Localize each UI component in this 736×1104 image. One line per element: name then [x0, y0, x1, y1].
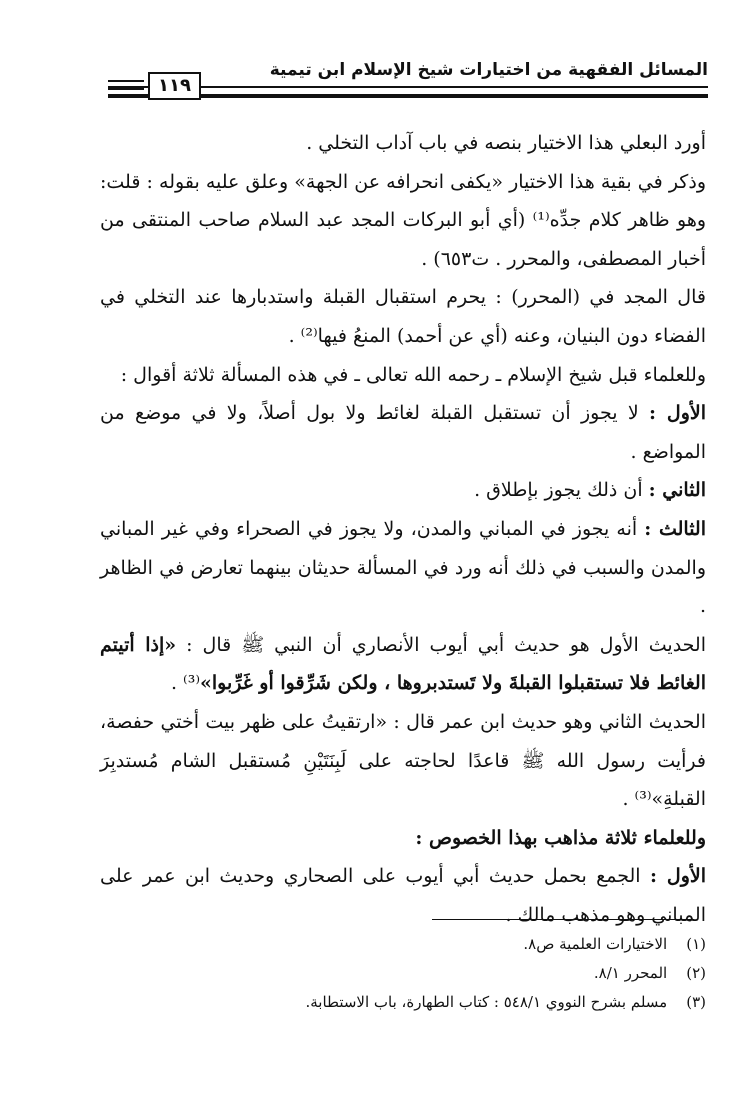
paragraph: قال المجد في (المحرر) : يحرم استقبال القبلة واستدبارها عند التخلي في الفضاء دون البنيان، وعنه (أي عن أحمد) المنعُ فيها⁽²⁾ . — [100, 286, 706, 347]
paragraph: وللعلماء ثلاثة مذاهب بهذا الخصوص : — [415, 826, 706, 849]
footnote-separator — [432, 919, 694, 920]
paragraph — [100, 510, 706, 626]
item-label: الثالث : — [644, 517, 707, 540]
page-number: ١١٩ — [148, 72, 201, 100]
paragraph — [100, 471, 706, 510]
running-title: المسائل الفقهية من اختيارات شيخ الإسلام ابن تيمية — [269, 60, 708, 80]
paragraph: وذكر في بقية هذا الاختيار «يكفى انحرافه عن الجهة» وعلق عليه بقوله : قلت: وهو ظاهر كلام جدِّه⁽¹⁾ (أي أبو البركات المجد عبد السلام صاحب المنتقى من أخبار المصطفى، والمحرر . ت٦٥٣) . — [100, 170, 707, 270]
footnote-ref: ⁽³⁾ . — [170, 672, 201, 695]
footnote — [200, 930, 706, 959]
item-text: لا يجوز أن تستقبل القبلة لغائط ولا بول أصلاً، ولا في موضع من المواضع . — [100, 402, 706, 463]
paragraph — [100, 394, 706, 471]
paragraph — [100, 626, 706, 703]
footnote-text: مسلم بشرح النووي ٥٤٨/١ : كتاب الطهارة، باب الاستطابة. — [305, 993, 668, 1011]
item-text: أن ذلك يجوز بإطلاق . — [474, 479, 643, 502]
footnote — [200, 959, 706, 988]
footnote-number: (٢) — [686, 964, 706, 982]
hadith-intro: الحديث الأول هو حديث أبي أيوب الأنصاري أن النبي ﷺ قال : — [176, 633, 707, 656]
footnote — [200, 988, 706, 1017]
item-text: الجمع بحمل حديث أبي أيوب على الصحاري وحديث ابن عمر على المباني وهو مذهب مالك . — [100, 865, 706, 926]
header-rule — [108, 80, 144, 82]
main-text — [100, 124, 706, 934]
footnote-text: الاختيارات العلمية ص٨. — [523, 935, 668, 953]
item-label: الأول : — [649, 402, 706, 425]
item-text: أنه يجوز في المباني والمدن، ولا يجوز في الصحراء وفي غير المباني والمدن والسبب في ذلك أنه ورد في المسألة حديثان بينهما تعارض في الظاهر . — [100, 517, 706, 618]
footnote-number: (٣) — [686, 993, 706, 1011]
paragraph: أورد البعلي هذا الاختيار بنصه في باب آداب التخلي . — [306, 132, 706, 154]
paragraph — [100, 857, 706, 934]
item-label: الأول : — [649, 865, 706, 888]
item-label: الثاني : — [648, 479, 706, 502]
footnotes — [200, 930, 706, 1017]
paragraph: الحديث الثاني وهو حديث ابن عمر قال : «ارتقيتُ على ظهر بيت أختي حفصة، فرأيت رسول الله ﷺ قاعدًا لحاجته على لَبِنَتَيْنِ مُستقبل الشام مُستدبِرَ القبلةِ»⁽³⁾ . — [100, 710, 706, 811]
header-rule — [108, 88, 144, 90]
footnote-text: المحرر ٨/١. — [593, 964, 668, 982]
page-header — [108, 58, 708, 102]
hadith-quote: «إذا أتيتم الغائط فلا تستقبلوا القبلةَ ولا تَستدبروها ، ولكن شَرِّقوا أو غَرِّبوا» — [100, 633, 706, 695]
footnote-number: (١) — [686, 935, 706, 953]
paragraph: وللعلماء قبل شيخ الإسلام ـ رحمه الله تعالى ـ في هذه المسألة ثلاثة أقوال : — [120, 363, 706, 386]
